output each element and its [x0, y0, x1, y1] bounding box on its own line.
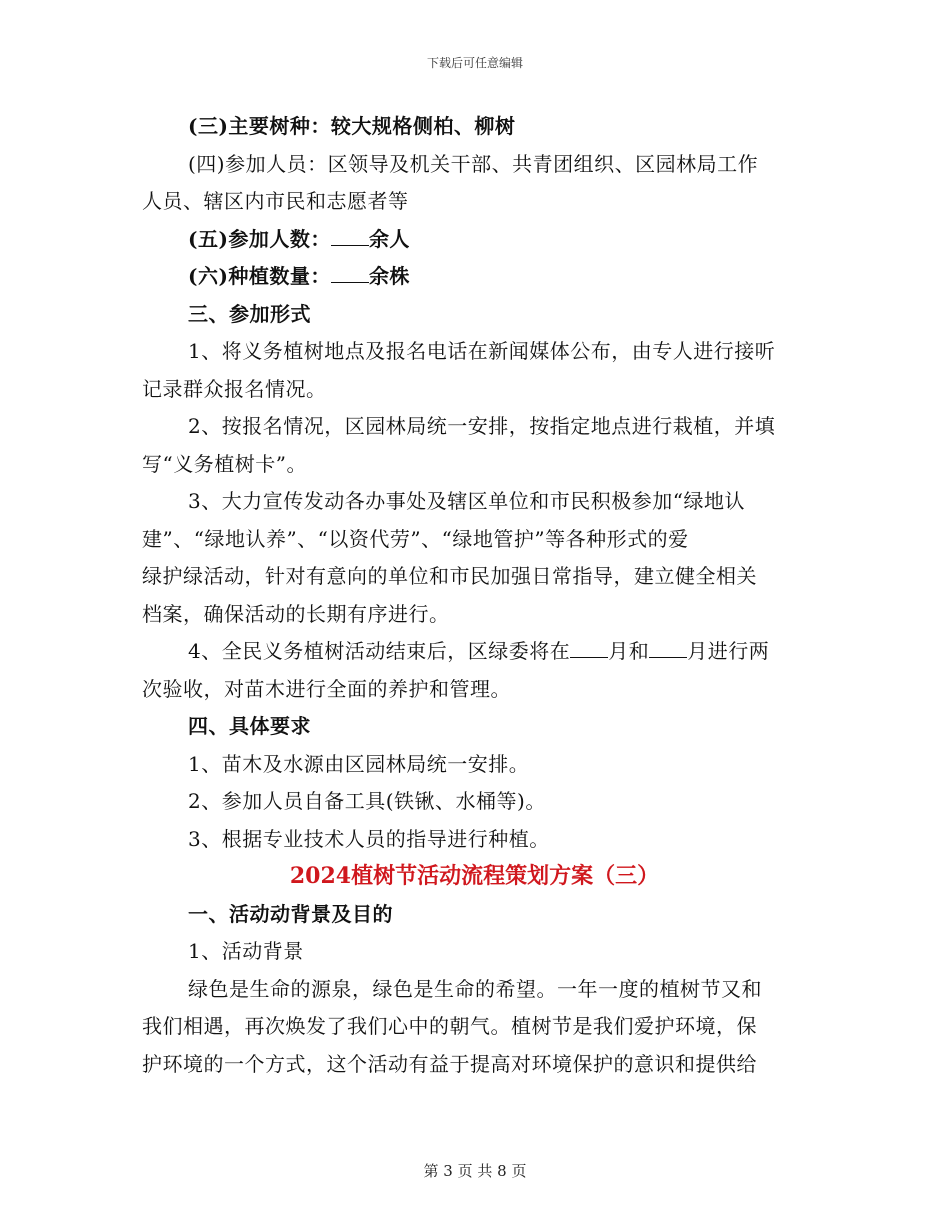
s3-para4-line1 — [142, 633, 807, 671]
s3-para4-suffix: 月进行两 — [687, 639, 770, 663]
plan-3-section-1-heading: 一、活动动背景及目的 — [188, 901, 393, 926]
s3-para1-line1: 1、将义务植树地点及报名电话在新闻媒体公布，由专人进行接听 — [188, 339, 776, 363]
s3-para3-line4: 档案，确保活动的长期有序进行。 — [142, 601, 450, 626]
section-4-heading: 四、具体要求 — [188, 714, 311, 738]
s4-item-1: 1、苗木及水源由区园林局统一安排。 — [188, 751, 530, 776]
planting-count-unit: 余株 — [368, 264, 410, 288]
plan-3-para1-line1: 绿色是生命的源泉，绿色是生命的希望。一年一度的植树节又和 — [188, 976, 762, 1001]
planting-count-label: (六)种植数量： — [188, 264, 331, 288]
participants-line-1: (四)参加人员：区领导及机关干部、共青团组织、区园林局工作 — [188, 151, 759, 176]
document-body — [142, 108, 807, 1083]
participant-count-line — [142, 221, 807, 259]
s3-para3-line2: 建”、“绿地认养”、“以资代劳”、“绿地管护”等各种形式的爱 — [142, 526, 689, 551]
s4-item-2: 2、参加人员自备工具(铁锹、水桶等)。 — [188, 789, 546, 813]
participant-count-unit: 余人 — [368, 226, 410, 251]
plan-3-para1-line2: 我们相遇，再次焕发了我们心中的朝气。植树节是我们爱护环境，保 — [142, 1014, 757, 1038]
s4-item-3: 3、根据专业技术人员的指导进行种植。 — [188, 826, 550, 851]
participants-line-2: 人员、辖区内市民和志愿者等 — [142, 189, 409, 213]
s3-para2-line1: 2、按报名情况，区园林局统一安排，按指定地点进行栽植，并填 — [188, 414, 776, 438]
participant-count-blank — [331, 225, 369, 246]
main-species-line: (三)主要树种：较大规格侧柏、柳树 — [188, 114, 516, 138]
s3-para4-mid: 月和 — [608, 639, 650, 663]
plan-3-para1-line3: 护环境的一个方式，这个活动有益于提高对环境保护的意识和提供给 — [142, 1051, 757, 1076]
s3-para2-line2: 写“义务植树卡”。 — [142, 451, 307, 476]
planting-count-line — [142, 258, 807, 296]
page-header: 下载后可任意编辑 — [426, 56, 523, 70]
plan-3-title: 2024植树节活动流程策划方案（三） — [289, 863, 660, 889]
s3-para3-line3: 绿护绿活动，针对有意向的单位和市民加强日常指导，建立健全相关 — [142, 564, 757, 588]
participant-count-label: (五)参加人数： — [188, 226, 331, 251]
s3-para3-line1: 3、大力宣传发动各办事处及辖区单位和市民积极参加“绿地认 — [188, 489, 745, 513]
s3-para4-line2: 次验收，对苗木进行全面的养护和管理。 — [142, 676, 511, 701]
month-blank-2 — [649, 637, 687, 658]
month-blank-1 — [570, 637, 608, 658]
s3-para4-prefix: 4、全民义务植树活动结束后，区绿委将在 — [188, 639, 571, 663]
section-3-heading: 三、参加形式 — [188, 301, 311, 326]
plan-3-subheading-1: 1、活动背景 — [188, 939, 304, 963]
s3-para1-line2: 记录群众报名情况。 — [142, 376, 327, 401]
page-footer: 第 3 页 共 8 页 — [423, 1162, 527, 1180]
planting-count-blank — [331, 262, 369, 283]
